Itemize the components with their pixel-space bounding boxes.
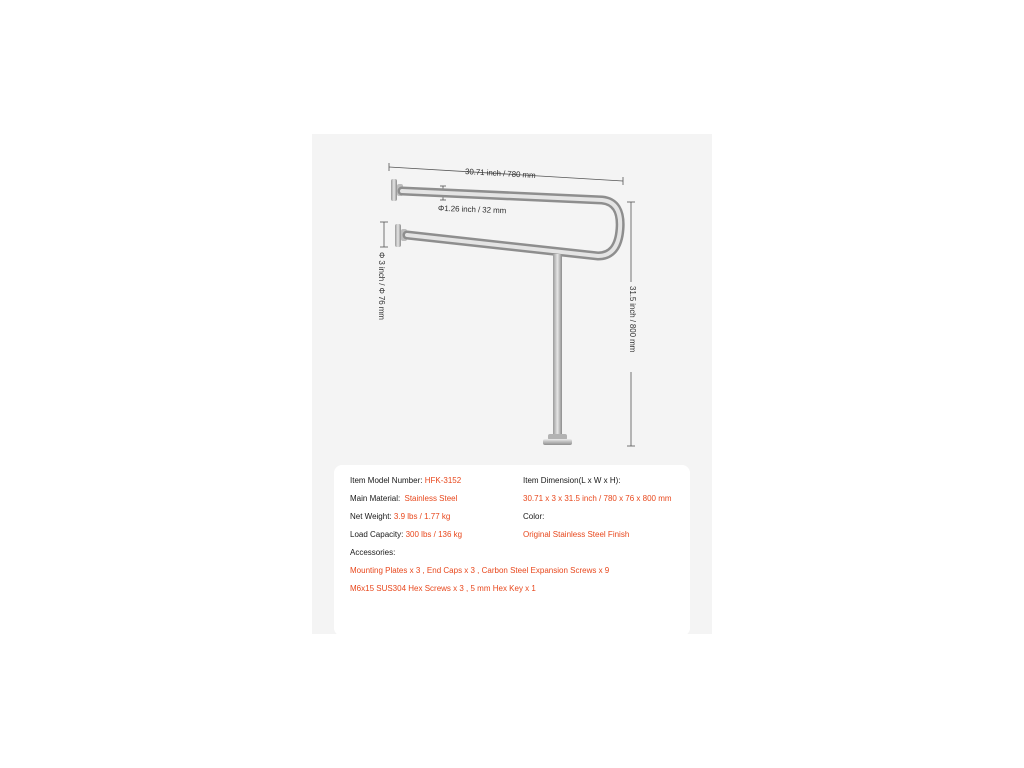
- plate-dimension-line: [380, 222, 388, 247]
- support-leg: [553, 254, 562, 438]
- height-label: 31.5 inch / 800 mm: [628, 286, 637, 353]
- product-card: [312, 134, 712, 634]
- load-capacity-row: [350, 530, 462, 540]
- net-weight-row: [350, 512, 450, 522]
- floor-plate: [543, 434, 572, 445]
- grab-bar-illustration: [312, 134, 712, 464]
- accessories-line-1: Mounting Plates x 3 , End Caps x 3 , Carbon Steel Expansion Screws x 9: [350, 566, 610, 575]
- width-label: 30.71 inch / 780 mm: [464, 166, 536, 181]
- item-dimension-value: 30.71 x 3 x 31.5 inch / 780 x 76 x 800 mm: [523, 494, 672, 503]
- model-number-label: Item Model Number:: [350, 476, 423, 485]
- product-figure: [312, 134, 712, 464]
- accessories-line-2: M6x15 SUS304 Hex Screws x 3 , 5 mm Hex Key x 1: [350, 584, 536, 593]
- color-value: Original Stainless Steel Finish: [523, 530, 630, 539]
- accessories-label: Accessories:: [350, 548, 396, 557]
- load-capacity-label: Load Capacity:: [350, 530, 404, 539]
- item-dimension-label: Item Dimension(L x W x H):: [523, 476, 621, 485]
- net-weight-label: Net Weight:: [350, 512, 392, 521]
- net-weight-value: 3.9 lbs / 1.77 kg: [393, 512, 451, 521]
- specifications-panel: [334, 465, 690, 636]
- model-number-row: [350, 476, 461, 486]
- tube-diameter-label: Φ1.26 inch / 32 mm: [437, 203, 507, 216]
- material-value: Stainless Steel: [404, 494, 458, 503]
- model-number-value: HFK-3152: [424, 476, 462, 485]
- material-label: Main Material:: [350, 494, 401, 503]
- material-row: [350, 494, 457, 504]
- plate-diameter-label: Φ 3 inch / Φ 76 mm: [377, 252, 386, 320]
- load-capacity-value: 300 lbs / 136 kg: [405, 530, 463, 539]
- color-label: Color:: [523, 512, 545, 521]
